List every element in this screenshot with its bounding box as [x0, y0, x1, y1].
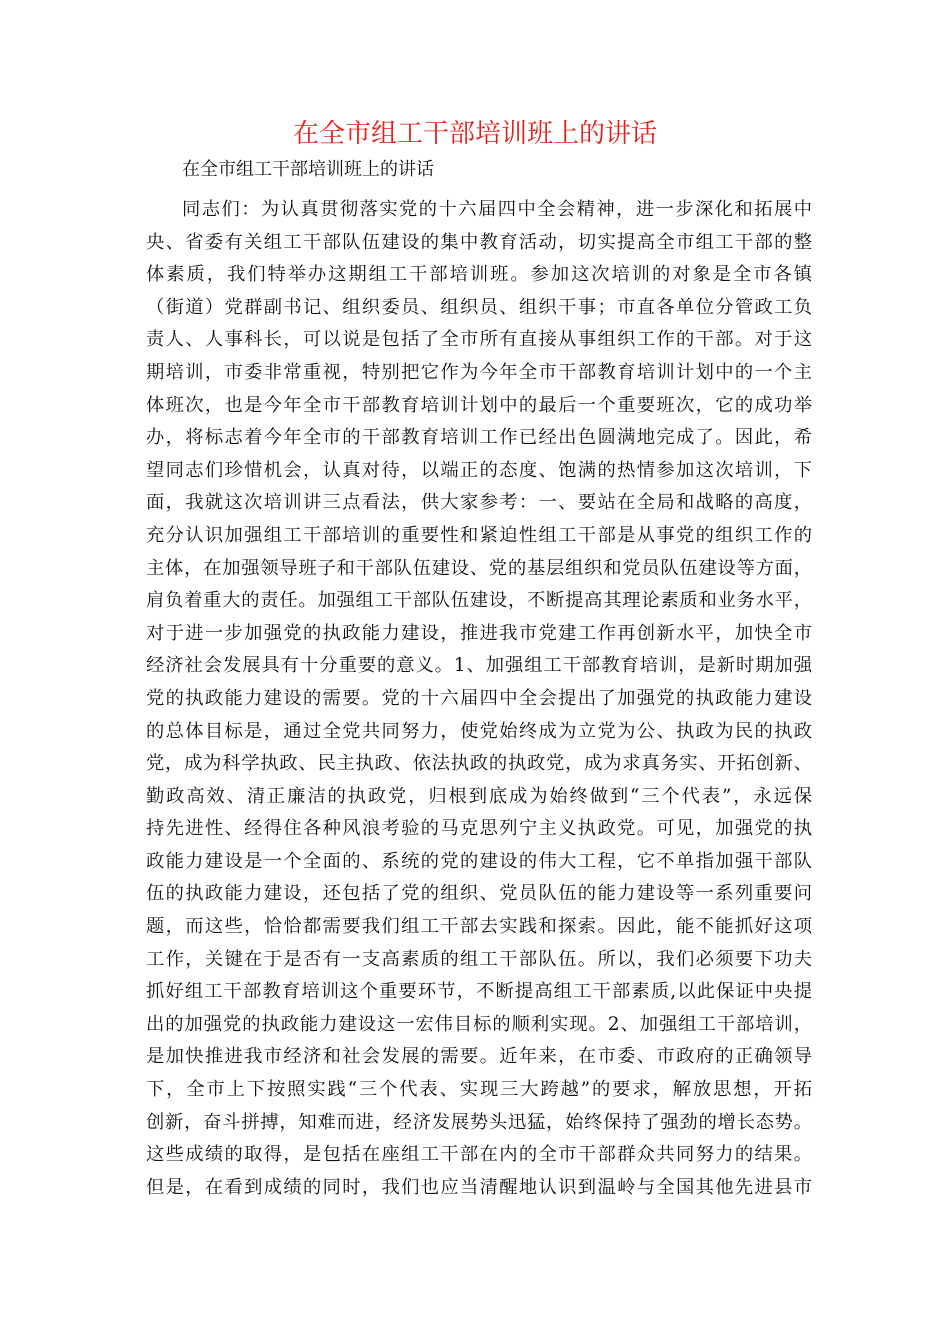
body-text-line: 出的加强党的执政能力建设这一宏伟目标的顺利实现。2、加强组工干部培训，: [146, 1013, 812, 1035]
body-text-line: 这些成绩的取得，是包括在座组工干部在内的全市干部群众共同努力的结果。: [146, 1144, 812, 1166]
body-text-line: 经济社会发展具有十分重要的意义。1、加强组工干部教育培训，是新时期加强: [146, 655, 812, 677]
body-text-line: 政能力建设是一个全面的、系统的党的建设的伟大工程，它不单指加强干部队: [146, 850, 812, 872]
body-text-line: 体班次，也是今年全市干部教育培训计划中的最后一个重要班次，它的成功举: [146, 394, 812, 416]
body-text-line: 望同志们珍惜机会，认真对待，以端正的态度、饱满的热情参加这次培训，下: [146, 459, 812, 481]
body-text-line: （街道）党群副书记、组织委员、组织员、组织干事；市直各单位分管政工负: [146, 296, 812, 318]
body-text-line: 题，而这些，恰恰都需要我们组工干部去实践和探索。因此，能不能抓好这项: [146, 916, 812, 938]
body-text-line: 的总体目标是，通过全党共同努力，使党始终成为立党为公、执政为民的执政: [146, 720, 812, 742]
body-text-line: 工作，关键在于是否有一支高素质的组工干部队伍。所以，我们必须要下功夫: [146, 948, 812, 970]
body-text-line: 期培训，市委非常重视，特别把它作为今年全市干部教育培训计划中的一个主: [146, 361, 812, 383]
body-text-line: 体素质，我们特举办这期组工干部培训班。参加这次培训的对象是全市各镇: [146, 264, 812, 286]
body-text-line: 充分认识加强组工干部培训的重要性和紧迫性组工干部是从事党的组织工作的: [146, 524, 812, 546]
body-text-line: 面，我就这次培训讲三点看法，供大家参考：一、要站在全局和战略的高度，: [146, 492, 812, 514]
body-text-line: 伍的执政能力建设，还包括了党的组织、党员队伍的能力建设等一系列重要问: [146, 883, 812, 905]
body-text-line: 央、省委有关组工干部队伍建设的集中教育活动，切实提高全市组工干部的整: [146, 231, 812, 253]
document-body: [146, 194, 812, 1204]
body-text-line: 党的执政能力建设的需要。党的十六届四中全会提出了加强党的执政能力建设: [146, 687, 812, 709]
body-text-line: 肩负着重大的责任。加强组工干部队伍建设，不断提高其理论素质和业务水平，: [146, 590, 812, 612]
body-text-line: 办，将标志着今年全市的干部教育培训工作已经出色圆满地完成了。因此，希: [146, 427, 812, 449]
document-subtitle: 在全市组工干部培训班上的讲话: [182, 159, 434, 180]
body-text-line: 下，全市上下按照实践“三个代表、实现三大跨越”的要求，解放思想，开拓: [146, 1079, 812, 1101]
body-text-line: 党，成为科学执政、民主执政、依法执政的执政党，成为求真务实、开拓创新、: [146, 753, 812, 775]
body-text-line: 勤政高效、清正廉洁的执政党，归根到底成为始终做到“三个代表”，永远保: [146, 785, 812, 807]
body-text-line: 是加快推进我市经济和社会发展的需要。近年来，在市委、市政府的正确领导: [146, 1046, 812, 1068]
body-text-line: 主体，在加强领导班子和干部队伍建设、党的基层组织和党员队伍建设等方面，: [146, 557, 812, 579]
body-text-line: 但是，在看到成绩的同时，我们也应当清醒地认识到温岭与全国其他先进县市: [146, 1176, 812, 1198]
body-text-line: 抓好组工干部教育培训这个重要环节，不断提高组工干部素质,以此保证中央提: [146, 981, 812, 1003]
body-text-line: 责人、人事科长，可以说是包括了全市所有直接从事组织工作的干部。对于这: [146, 329, 812, 351]
document-title: 在全市组工干部培训班上的讲话: [292, 119, 657, 149]
body-text-line: 创新，奋斗拼搏，知难而进，经济发展势头迅猛，始终保持了强劲的增长态势。: [146, 1111, 812, 1133]
body-text-line: 持先进性、经得住各种风浪考验的马克思列宁主义执政党。可见，加强党的执: [146, 818, 812, 840]
body-text-line: 同志们：为认真贯彻落实党的十六届四中全会精神，进一步深化和拓展中: [182, 199, 812, 220]
body-text-line: 对于进一步加强党的执政能力建设，推进我市党建工作再创新水平，加快全市: [146, 622, 812, 644]
